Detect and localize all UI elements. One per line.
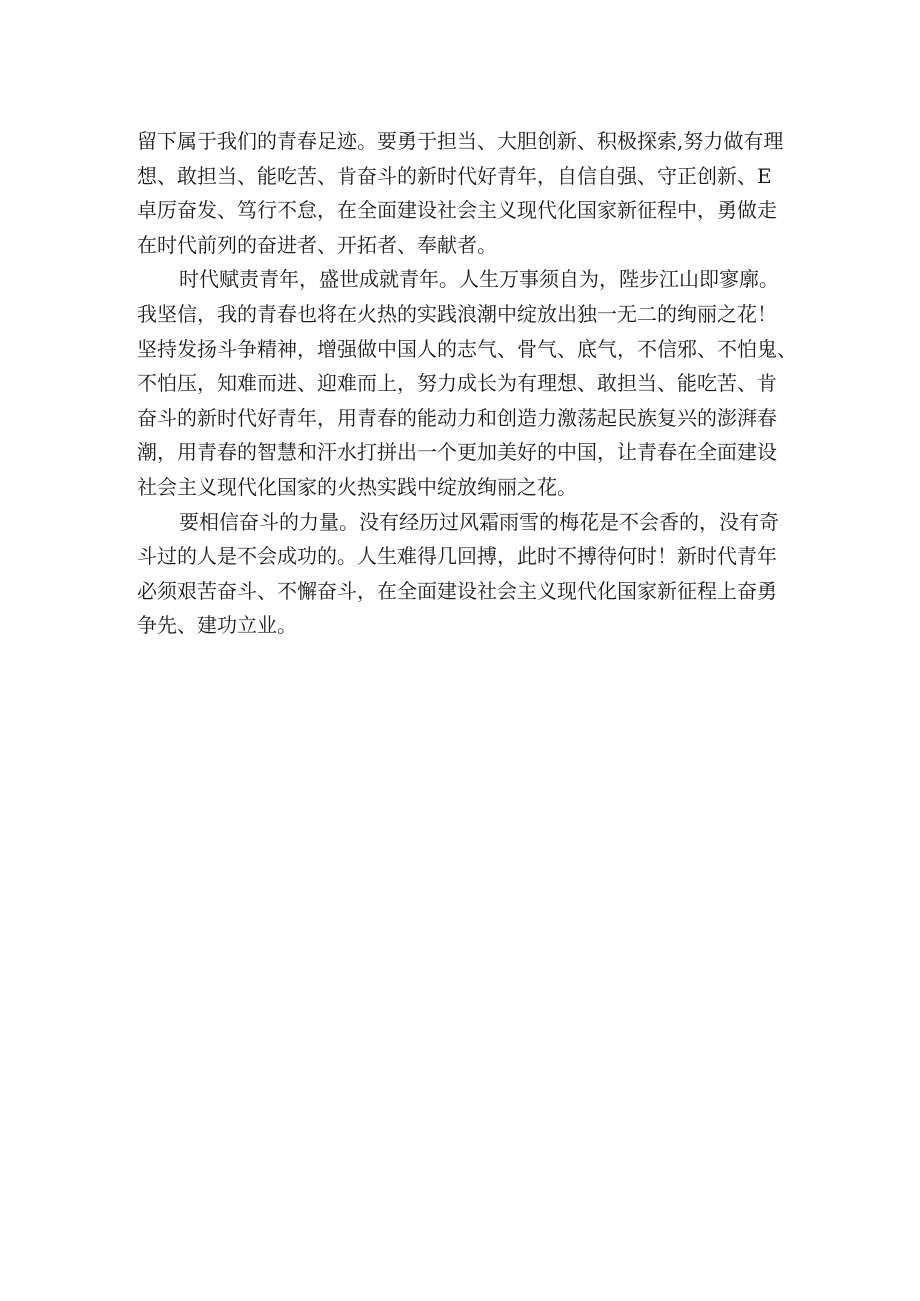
paragraph-1 [137,124,797,262]
paragraph-2 [137,262,797,504]
text-line: 想、敢担当、能吃苦、肯奋斗的新时代好青年，自信自强、守正创新、E [137,163,772,188]
text-line: 要相信奋斗的力量。没有经历过风霜雨雪的梅花是不会香的，没有奇 [179,509,779,534]
text-line: 卓厉奋发、笃行不怠，在全面建设社会主义现代化国家新征程中，勇做走 [137,198,777,223]
text-line: 必须艰苦奋斗、不懈奋斗，在全面建设社会主义现代化国家新征程上奋勇 [137,578,777,603]
document-body [137,124,797,643]
text-line: 坚持发扬斗争精神，增强做中国人的志气、骨气、底气，不信邪、不怕鬼、 [137,336,797,361]
text-line: 我坚信，我的青春也将在火热的实践浪潮中绽放出独一无二的绚丽之花！ [137,301,777,326]
text-line: 留下属于我们的青春足迹。要勇于担当、大胆创新、积极探索,努力做有理 [137,129,784,153]
text-line: 争先、建功立业。 [137,613,297,638]
text-line: 在时代前列的奋进者、开拓者、奉献者。 [137,232,497,257]
text-line: 社会主义现代化国家的火热实践中绽放绚丽之花。 [137,474,577,499]
text-line: 不怕压，知难而进、迎难而上，努力成长为有理想、敢担当、能吃苦、肯 [137,371,777,396]
text-line: 时代赋责青年，盛世成就青年。人生万事须自为，陛步江山即寥廓。 [179,267,779,292]
text-line: 奋斗的新时代好青年，用青春的能动力和创造力激荡起民族复兴的澎湃春 [137,405,777,430]
text-line: 潮，用青春的智慧和汗水打拼出一个更加美好的中国，让青春在全面建设 [137,440,777,465]
paragraph-3 [137,505,797,643]
text-line: 斗过的人是不会成功的。人生难得几回搏，此时不搏待何时！新时代青年 [137,544,777,569]
